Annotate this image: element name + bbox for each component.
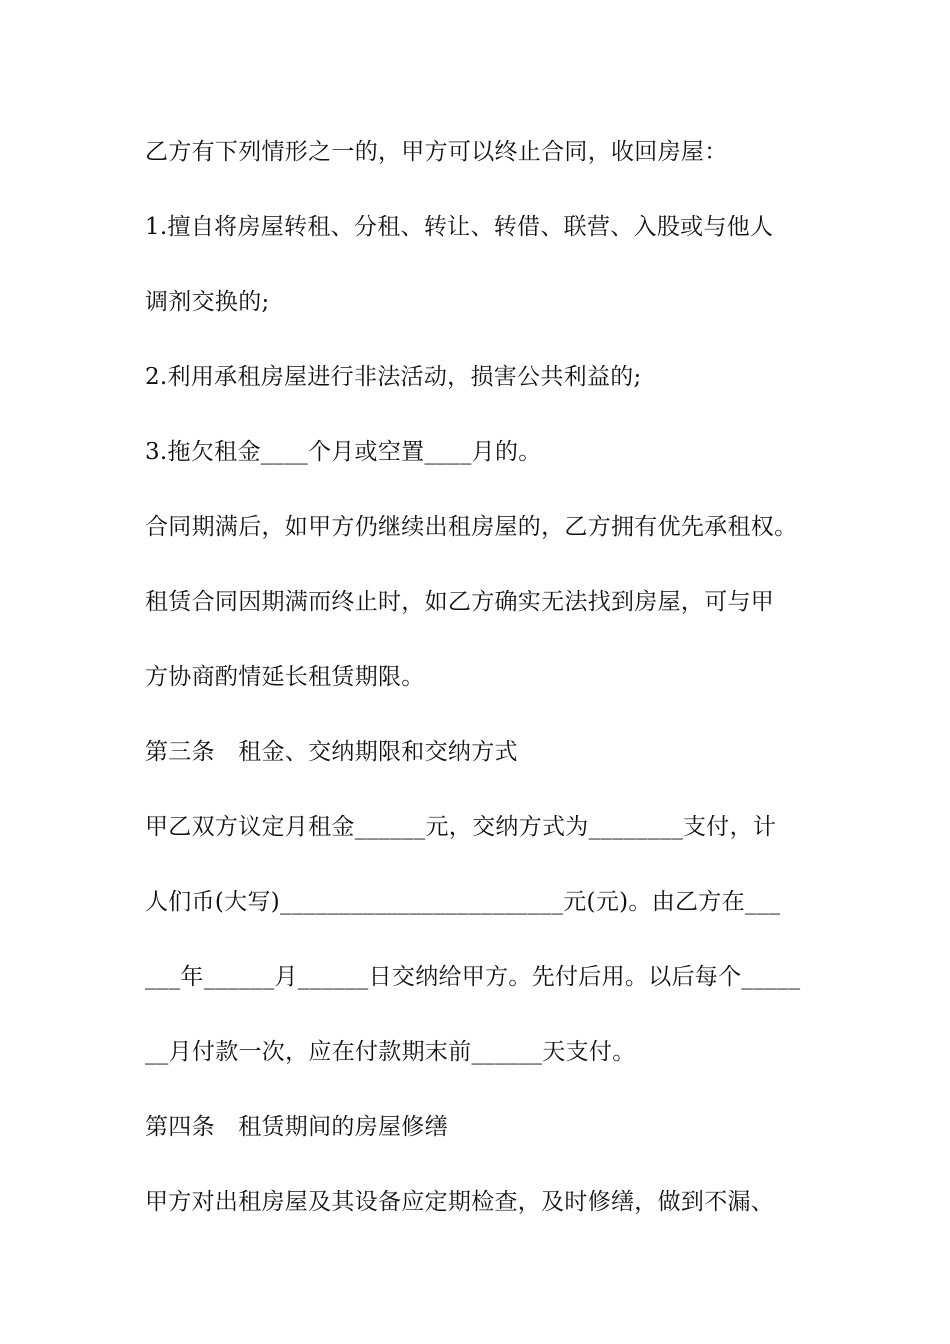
paragraph-rent-terms: 甲乙双方议定月租金______元，交纳方式为________支付，计 bbox=[145, 814, 777, 840]
paragraph-rent-terms-line-2: 人们币(大写)________________________元(元)。由乙方在___ bbox=[145, 889, 781, 915]
paragraph-extension: 租赁合同因期满而终止时，如乙方确实无法找到房屋，可与甲 bbox=[145, 589, 775, 615]
clause-item-2: 2.利用承租房屋进行非法活动，损害公共利益的; bbox=[145, 364, 642, 390]
paragraph-rent-terms-line-4: __月付款一次，应在付款期末前______天支付。 bbox=[145, 1039, 636, 1065]
article-3-heading: 第三条 租金、交纳期限和交纳方式 bbox=[145, 739, 518, 765]
clause-item-1: 1.擅自将房屋转租、分租、转让、转借、联营、入股或与他人 bbox=[145, 214, 774, 240]
paragraph-repairs: 甲方对出租房屋及其设备应定期检查，及时修缮，做到不漏、 bbox=[145, 1189, 775, 1215]
paragraph-extension-continued: 方协商酌情延长租赁期限。 bbox=[145, 664, 425, 690]
clause-item-3: 3.拖欠租金____个月或空置____月的。 bbox=[145, 439, 542, 465]
paragraph-termination-intro: 乙方有下列情形之一的，甲方可以终止合同，收回房屋： bbox=[145, 139, 728, 165]
clause-item-1-continued: 调剂交换的; bbox=[145, 289, 270, 315]
paragraph-rent-terms-line-3: ___年______月______日交纳给甲方。先付后用。以后每个_____ bbox=[145, 964, 801, 990]
article-4-heading: 第四条 租赁期间的房屋修缮 bbox=[145, 1114, 448, 1140]
paragraph-renewal-priority: 合同期满后，如甲方仍继续出租房屋的，乙方拥有优先承租权。 bbox=[145, 514, 798, 540]
